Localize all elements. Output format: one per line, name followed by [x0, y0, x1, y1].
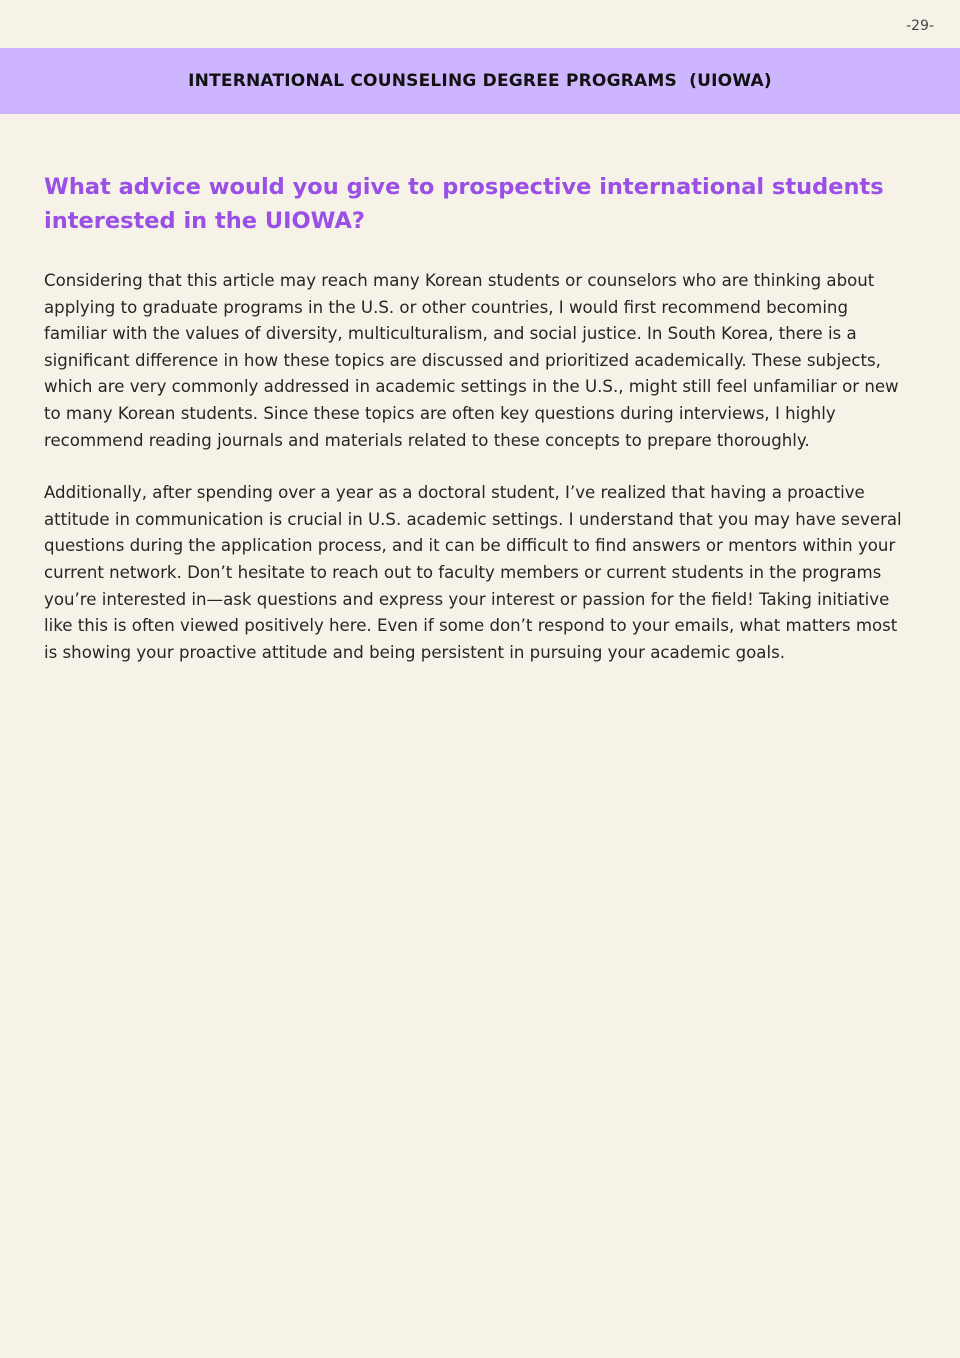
banner-title: INTERNATIONAL COUNSELING DEGREE PROGRAMS (UIOWA) — [188, 71, 772, 91]
header-banner — [0, 48, 960, 114]
page-number: -29- — [906, 18, 934, 34]
question-heading: What advice would you give to prospective international students interested in the UIOWA? — [44, 174, 884, 234]
answer-paragraph-1: Considering that this article may reach many Korean students or counselors who are thinking about applying to graduate programs in the U.S. or other countries, I would first recommend becoming familiar with the values of diversity, multiculturalism, and social justice. In South Korea, there is a significant difference in how these topics are discussed and prioritized academically. These subjects, which are very commonly addressed in academic settings in the U.S., might still feel unfamiliar or new to many Korean students. Since these topics are often key questions during interviews, I highly recommend reading journals and materials related to these concepts to prepare thoroughly. — [44, 271, 899, 450]
answer-paragraph-2: Additionally, after spending over a year as a doctoral student, I’ve realized that having a proactive attitude in communication is crucial in U.S. academic settings. I understand that you may have several questions during the application process, and it can be difficult to find answers or mentors within your current network. Don’t hesitate to reach out to faculty members or current students in the programs you’re interested in—ask questions and express your interest or passion for the field! Taking initiative like this is often viewed positively here. Even if some don’t respond to your emails, what matters most is showing your proactive attitude and being persistent in pursuing your academic goals. — [44, 483, 902, 662]
article-content — [44, 170, 910, 692]
bottom-edge — [0, 1354, 960, 1358]
